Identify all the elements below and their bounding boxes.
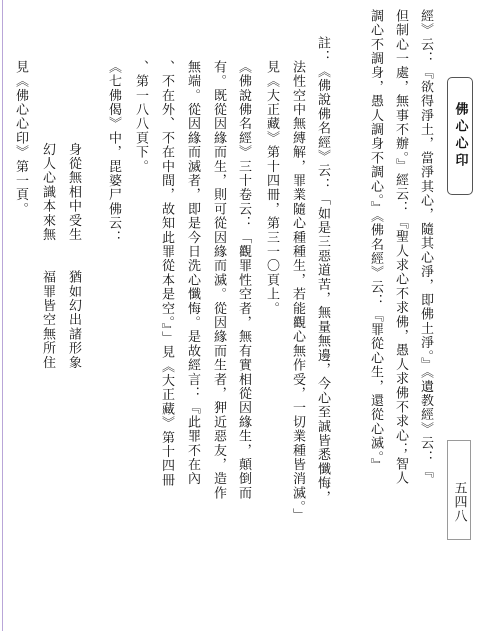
text-column-7: 《佛說佛名經》三十卷云：「觀罪性空者，無有實相從因緣生，顛倒而 bbox=[236, 60, 251, 501]
text-column-2: 但制心一處，無事不辦。』經云：『聖人求心不求佛，愚人求佛不求心；智人 bbox=[393, 9, 408, 486]
text-column-3: 調心不調身，愚人調身不調心。』《佛名經》云：『罪從心生，還從心滅。』 bbox=[368, 9, 383, 473]
text-column-12: 《七佛偈》中，毘婆尸佛云： bbox=[106, 60, 121, 245]
text-column-1: 經》云：『欲得淨土，當淨其心，隨其心淨，即佛土淨。』《遺教經》云：『 bbox=[418, 9, 433, 479]
page-number-tab: 五四八 bbox=[447, 440, 471, 540]
text-column-15: 見《佛心心印》第一頁。 bbox=[13, 60, 28, 217]
text-column-4: 註：《佛說佛名經》云：「如是三惡道苦，無量無邊，今心至誠皆悉懺悔， bbox=[315, 36, 330, 505]
text-column-10: 、不在外、不在中間，故知此罪從本是空。』」見《大正藏》第十四冊 bbox=[159, 60, 174, 488]
text-column-9: 無端。從因緣而滅者，即是今日洗心懺悔。是故經言：『此罪不在內 bbox=[185, 60, 200, 486]
book-title-tab: 佛心心印 bbox=[447, 77, 473, 195]
text-column-5: 法性空中無縛解，罪業隨心種種生，若能觀心無作受，一切業種皆消滅。」 bbox=[290, 60, 305, 523]
text-column-14: 幻人心識本來無 福罪皆空無所住 bbox=[40, 114, 55, 370]
text-column-6: 見《大正藏》第十四冊，第三一〇頁上。 bbox=[264, 60, 279, 316]
text-column-11: 、第一八八頁下。 bbox=[133, 60, 148, 174]
text-column-13: 身從無相中受生 猶如幻出諸形象 bbox=[66, 114, 81, 370]
text-column-8: 有。既從因緣而生，則可從因緣而滅。從因緣而生者，狎近惡友，造作 bbox=[211, 60, 226, 501]
